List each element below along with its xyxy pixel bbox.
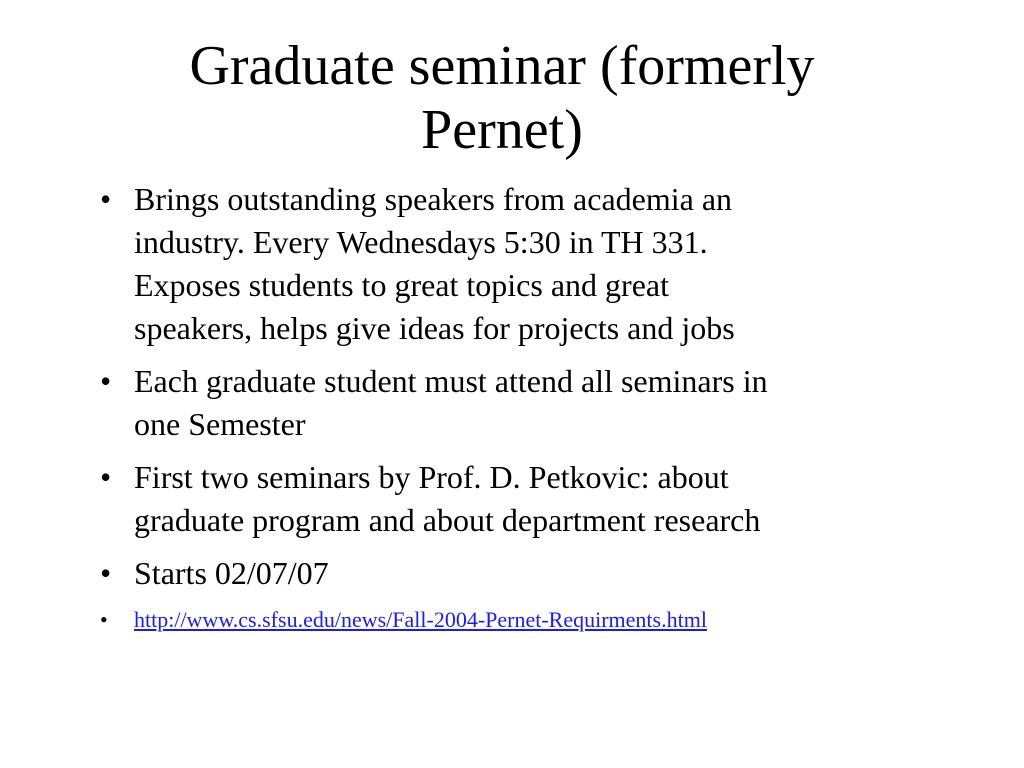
bullet-text-line: Brings outstanding speakers from academia an <box>134 181 733 217</box>
bullet-item-first-seminars <box>96 456 976 542</box>
bullet-item-link <box>96 605 976 635</box>
bullet-text-line: industry. Every Wednesdays 5:30 in TH 331. <box>134 224 708 260</box>
title-line-1: Graduate seminar (formerly <box>189 35 815 97</box>
bullet-text-line: speakers, helps give ideas for projects and jobs <box>134 310 735 346</box>
bullet-dot: • <box>100 555 112 591</box>
bullet-text-line: First two seminars by Prof. D. Petkovic: about <box>134 459 729 495</box>
bullet-dot: • <box>100 607 108 632</box>
bullet-item-start-date <box>96 552 976 595</box>
bullet-text-line: Each graduate student must attend all seminars in <box>134 363 768 399</box>
bullet-dot: • <box>100 181 112 217</box>
bullet-list <box>96 178 976 645</box>
bullet-text-line: one Semester <box>134 406 306 442</box>
title-line-2: Pernet) <box>421 99 583 161</box>
pernet-requirements-link[interactable]: http://www.cs.sfsu.edu/news/Fall-2004-Pernet-Requirments.html <box>134 607 707 632</box>
bullet-text-line: graduate program and about department research <box>134 502 761 538</box>
bullet-item-speakers <box>96 178 976 350</box>
bullet-text-line: Starts 02/07/07 <box>134 555 329 591</box>
bullet-item-attendance <box>96 360 976 446</box>
bullet-dot: • <box>100 459 112 495</box>
bullet-text-line: Exposes students to great topics and great <box>134 267 669 303</box>
slide-title <box>0 34 1004 162</box>
bullet-dot: • <box>100 363 112 399</box>
